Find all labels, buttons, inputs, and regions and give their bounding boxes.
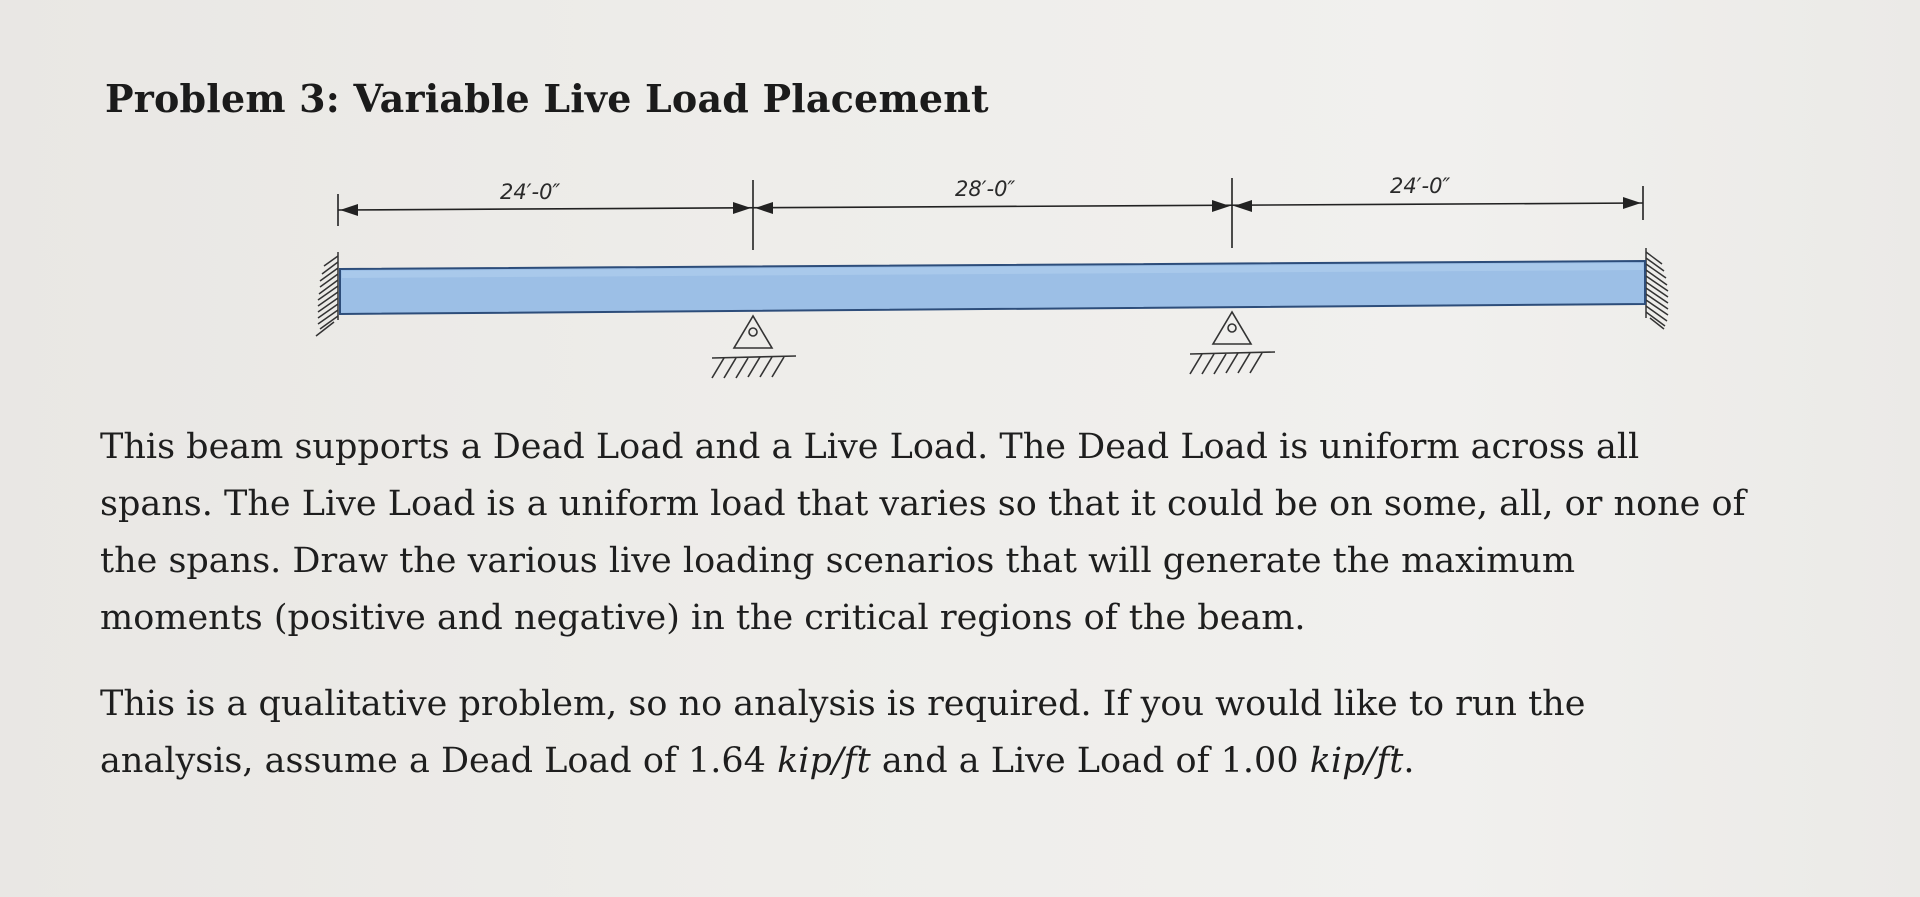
dimension-label-span-3: 24′-0″ xyxy=(1390,174,1451,198)
description-line-1: This beam supports a Dead Load and a Live Load. The Dead Load is uniform across all xyxy=(100,427,1640,467)
left-fixed-support xyxy=(316,252,338,336)
description-line-2: spans. The Live Load is a uniform load that varies so that it could be on some, all, or none of xyxy=(100,484,1746,524)
right-fixed-support xyxy=(1646,248,1668,329)
beam-diagram xyxy=(0,0,1920,400)
description-line-3: the spans. Draw the various live loading scenarios that will generate the maximum xyxy=(100,541,1576,581)
pin-support-1 xyxy=(712,316,796,378)
problem-description xyxy=(100,419,1900,647)
page-title: Problem 3: Variable Live Load Placement xyxy=(105,76,989,121)
dimension-label-span-1: 24′-0″ xyxy=(500,180,561,204)
live-load-unit: kip/ft xyxy=(1309,741,1404,781)
description-line-4: moments (positive and negative) in the critical regions of the beam. xyxy=(100,598,1306,638)
analysis-line-2-prefix: analysis, assume a Dead Load of 1.64 xyxy=(100,741,778,781)
dead-load-unit: kip/ft xyxy=(777,741,871,781)
analysis-line-2 xyxy=(100,733,1900,790)
dimension-label-span-2: 28′-0″ xyxy=(955,177,1016,201)
analysis-line-1: This is a qualitative problem, so no analysis is required. If you would like to run the xyxy=(100,684,1586,724)
analysis-line-2-middle: and a Live Load of 1.00 xyxy=(870,741,1310,781)
analysis-note xyxy=(100,676,1900,790)
analysis-line-2-suffix: . xyxy=(1403,741,1415,781)
pin-support-2 xyxy=(1190,312,1275,374)
